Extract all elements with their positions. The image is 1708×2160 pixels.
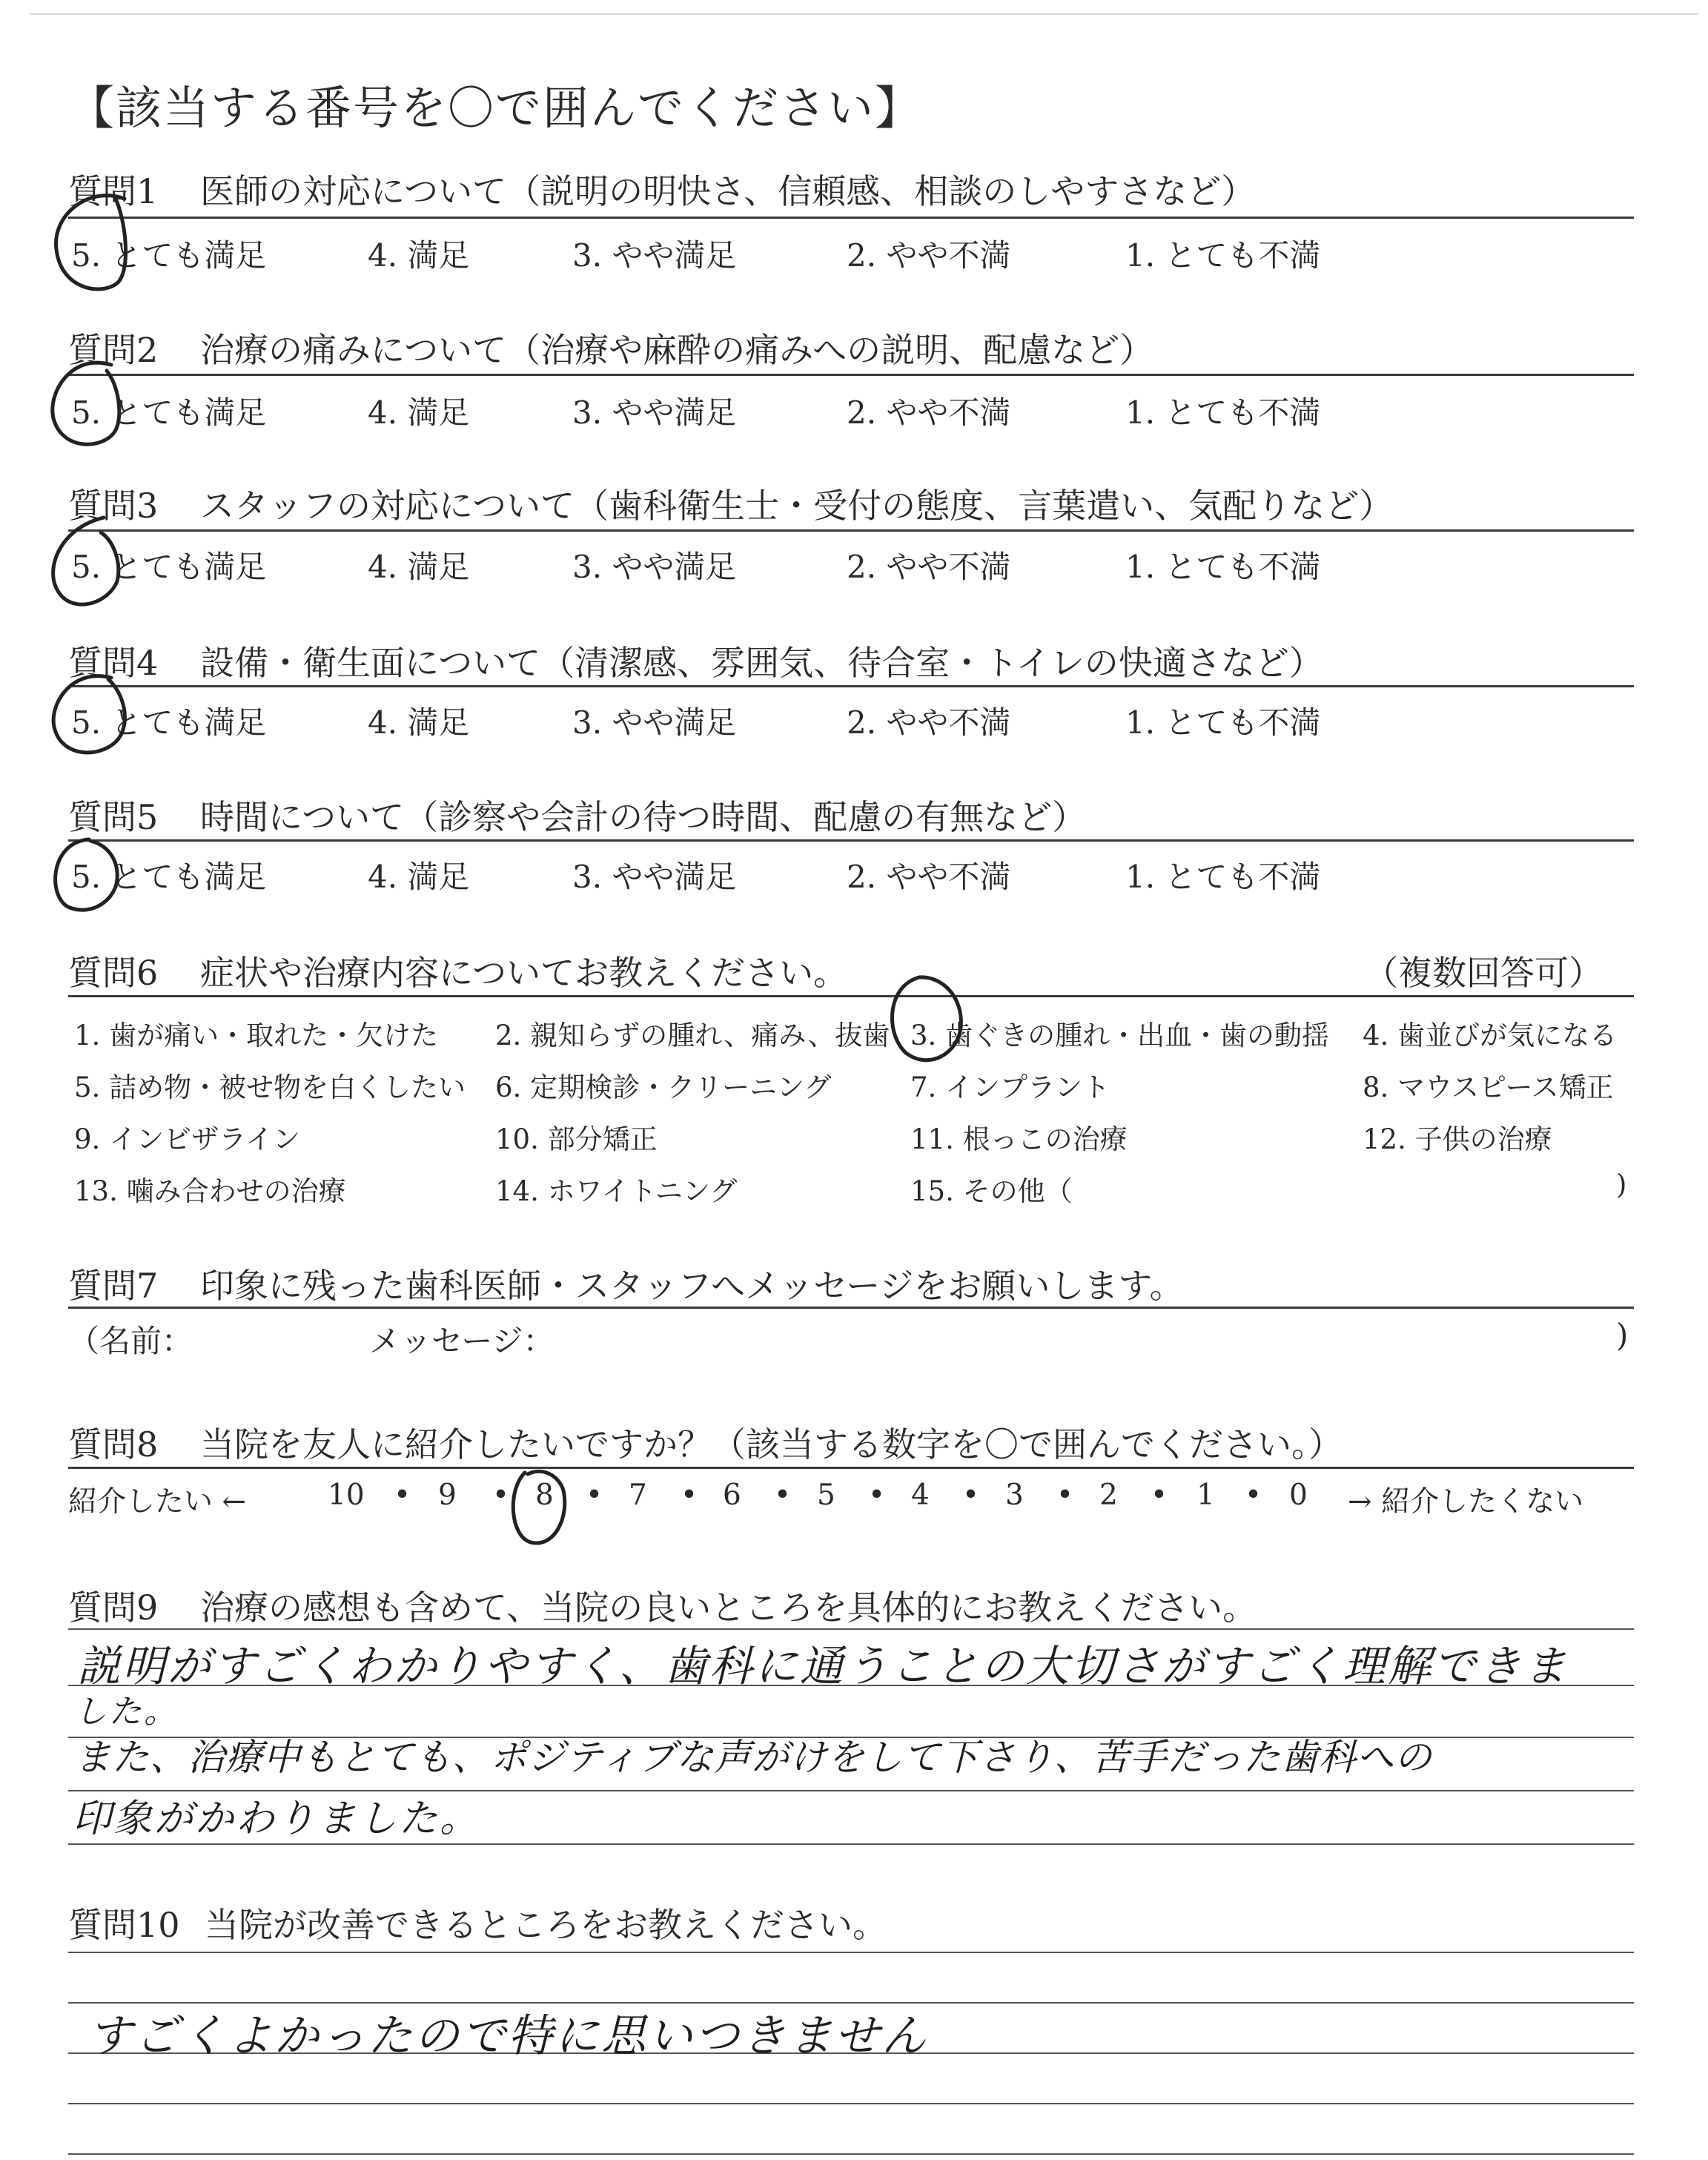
- scale-separator: •: [774, 1479, 792, 1512]
- question-5: [68, 790, 1086, 839]
- question-6: [68, 946, 847, 995]
- scale-separator: •: [394, 1479, 411, 1512]
- scale-separator: •: [1151, 1479, 1168, 1512]
- scale-separator: •: [1056, 1479, 1074, 1512]
- q2-option-5[interactable]: 5. とても満足: [71, 394, 267, 431]
- question-rule: [68, 1467, 1634, 1469]
- question-rule: [68, 529, 1634, 532]
- question-rule: [68, 217, 1634, 219]
- q6-item-11[interactable]: 11. 根っこの治療: [910, 1123, 1128, 1155]
- question-rule: [68, 839, 1634, 842]
- q9-answer-line-1: 説明がすごくわかりやすく、歯科に通うことの大切さがすごく理解できま: [77, 1641, 1569, 1691]
- question-rule: [68, 374, 1634, 376]
- q6-other-close: ): [1616, 1169, 1627, 1200]
- q3-option-1[interactable]: 1. とても不満: [1125, 549, 1321, 585]
- q2-option-1[interactable]: 1. とても不満: [1125, 394, 1321, 431]
- scale-8[interactable]: 8: [535, 1479, 554, 1512]
- question-8: [68, 1418, 1343, 1467]
- scale-separator: •: [586, 1479, 603, 1512]
- q3-option-3[interactable]: 3. やや満足: [572, 549, 737, 585]
- q6-item-12[interactable]: 12. 子供の治療: [1363, 1123, 1552, 1155]
- scale-separator: •: [492, 1479, 510, 1512]
- q4-option-2[interactable]: 2. やや不満: [847, 704, 1011, 741]
- scale-0[interactable]: 0: [1289, 1479, 1308, 1512]
- question-10: [68, 1898, 887, 1947]
- answer-line: [68, 1628, 1634, 1630]
- question-number: 質問8: [68, 1424, 159, 1464]
- scale-10[interactable]: 10: [328, 1479, 365, 1512]
- answer-line: [68, 2153, 1634, 2155]
- question-text: 時間について（診察や会計の待つ時間、配慮の有無など）: [200, 797, 1087, 837]
- q5-option-2[interactable]: 2. やや不満: [847, 859, 1011, 895]
- q1-option-5[interactable]: 5. とても満足: [71, 237, 267, 274]
- q1-option-3[interactable]: 3. やや満足: [572, 237, 737, 274]
- scale-separator: •: [962, 1479, 980, 1512]
- q1-option-2[interactable]: 2. やや不満: [847, 237, 1011, 274]
- q6-item-9[interactable]: 9. インビザライン: [74, 1123, 300, 1155]
- q3-option-5[interactable]: 5. とても満足: [71, 549, 267, 585]
- q5-option-5[interactable]: 5. とても満足: [71, 859, 267, 895]
- q7-close: ): [1616, 1317, 1629, 1353]
- q6-item-10[interactable]: 10. 部分矯正: [495, 1123, 658, 1155]
- scale-6[interactable]: 6: [723, 1479, 741, 1512]
- scale-separator: •: [1245, 1479, 1262, 1512]
- q6-item-8[interactable]: 8. マウスピース矯正: [1363, 1071, 1614, 1103]
- recommend-right-label: → 紹介したくない: [1348, 1485, 1584, 1519]
- question-text: 当院を友人に紹介したいですか？（該当する数字を〇で囲んでください。）: [200, 1424, 1343, 1464]
- question-number: 質問6: [68, 953, 159, 993]
- q6-item-6[interactable]: 6. 定期検診・クリーニング: [495, 1071, 832, 1103]
- scale-separator: •: [868, 1479, 886, 1512]
- recommend-left-label: 紹介したい ←: [68, 1485, 247, 1519]
- answer-line: [68, 2103, 1634, 2104]
- scale-9[interactable]: 9: [438, 1479, 457, 1512]
- scale-1[interactable]: 1: [1196, 1479, 1215, 1512]
- question-text: 印象に残った歯科医師・スタッフへメッセージをお願いします。: [200, 1266, 1184, 1306]
- question-number: 質問2: [68, 330, 159, 370]
- question-rule: [68, 995, 1634, 997]
- question-2: [68, 323, 1153, 372]
- q4-option-1[interactable]: 1. とても不満: [1125, 704, 1321, 741]
- question-rule: [68, 1307, 1634, 1309]
- q3-option-2[interactable]: 2. やや不満: [847, 549, 1011, 585]
- question-text: 医師の対応について（説明の明快さ、信頼感、相談のしやすさなど）: [200, 171, 1256, 211]
- question-rule: [68, 685, 1634, 687]
- q5-option-4[interactable]: 4. 満足: [368, 859, 470, 895]
- q2-option-4[interactable]: 4. 満足: [368, 394, 470, 431]
- q2-option-2[interactable]: 2. やや不満: [847, 394, 1011, 431]
- scale-5[interactable]: 5: [817, 1479, 835, 1512]
- scale-3[interactable]: 3: [1005, 1479, 1024, 1512]
- q6-item-3[interactable]: 3. 歯ぐきの腫れ・出血・歯の動揺: [910, 1020, 1330, 1051]
- question-number: 質問4: [68, 643, 159, 683]
- q4-option-4[interactable]: 4. 満足: [368, 704, 470, 741]
- q1-option-1[interactable]: 1. とても不満: [1125, 237, 1321, 274]
- multiple-answer-note: （複数回答可）: [1364, 953, 1603, 993]
- q6-item-2[interactable]: 2. 親知らずの腫れ、痛み、抜歯: [495, 1020, 890, 1051]
- q9-answer-line-3: また、治療中もとても、ポジティブな声がけをして下さり、苦手だった歯科への: [74, 1736, 1432, 1779]
- q6-item-4[interactable]: 4. 歯並びが気になる: [1363, 1020, 1618, 1051]
- question-number: 質問5: [68, 797, 159, 837]
- question-text: 当院が改善できるところをお教えください。: [205, 1905, 887, 1945]
- q9-answer-line-4: 印象がかわりました。: [73, 1797, 481, 1841]
- scan-top-edge: [30, 13, 1698, 15]
- form-title: 【該当する番号を〇で囲んでください】: [68, 81, 923, 135]
- q2-option-3[interactable]: 3. やや満足: [572, 394, 737, 431]
- question-number: 質問1: [68, 171, 159, 211]
- question-9: [68, 1581, 1257, 1630]
- question-text: 設備・衛生面について（清潔感、雰囲気、待合室・トイレの快適さなど）: [200, 643, 1323, 683]
- q5-option-1[interactable]: 1. とても不満: [1125, 859, 1321, 895]
- name-label: （名前：: [68, 1323, 193, 1359]
- question-number: 質問7: [68, 1266, 159, 1306]
- q4-option-3[interactable]: 3. やや満足: [572, 704, 737, 741]
- q6-item-5[interactable]: 5. 詰め物・被せ物を白くしたい: [74, 1071, 466, 1103]
- question-text: スタッフの対応について（歯科衛生士・受付の態度、言葉遣い、気配りなど）: [200, 486, 1394, 526]
- scale-4[interactable]: 4: [911, 1479, 930, 1512]
- q10-answer-line-1: すごくよかったので特に思いつきません: [87, 2010, 928, 2062]
- question-4: [68, 636, 1323, 685]
- q6-item-7[interactable]: 7. インプラント: [910, 1071, 1110, 1103]
- question-text: 治療の感想も含めて、当院の良いところを具体的にお教えください。: [200, 1588, 1257, 1628]
- question-number: 質問3: [68, 486, 159, 526]
- question-1: [68, 165, 1255, 214]
- answer-line: [68, 1843, 1634, 1845]
- q9-answer-line-2: した。: [74, 1693, 179, 1731]
- scale-2[interactable]: 2: [1099, 1479, 1118, 1512]
- q3-option-4[interactable]: 4. 満足: [368, 549, 470, 585]
- q5-option-3[interactable]: 3. やや満足: [572, 859, 737, 895]
- q6-item-13[interactable]: 13. 噛み合わせの治療: [74, 1175, 346, 1207]
- q6-item-14[interactable]: 14. ホワイトニング: [495, 1175, 738, 1207]
- question-7: [68, 1259, 1184, 1308]
- q4-option-5[interactable]: 5. とても満足: [71, 704, 267, 741]
- question-text: 治療の痛みについて（治療や麻酔の痛みへの説明、配慮など）: [200, 330, 1154, 370]
- q6-item-15[interactable]: 15. その他（: [910, 1175, 1073, 1207]
- q6-item-1[interactable]: 1. 歯が痛い・取れた・欠けた: [74, 1020, 439, 1051]
- question-3: [68, 479, 1393, 528]
- question-number: 質問9: [68, 1588, 159, 1628]
- answer-line: [68, 1952, 1634, 1953]
- message-label: メッセージ：: [369, 1323, 555, 1359]
- scale-separator: •: [681, 1479, 698, 1512]
- question-number: 質問10: [68, 1905, 180, 1945]
- question-text: 症状や治療内容についてお教えください。: [200, 953, 848, 993]
- q1-option-4[interactable]: 4. 満足: [368, 237, 470, 274]
- scale-7[interactable]: 7: [629, 1479, 647, 1512]
